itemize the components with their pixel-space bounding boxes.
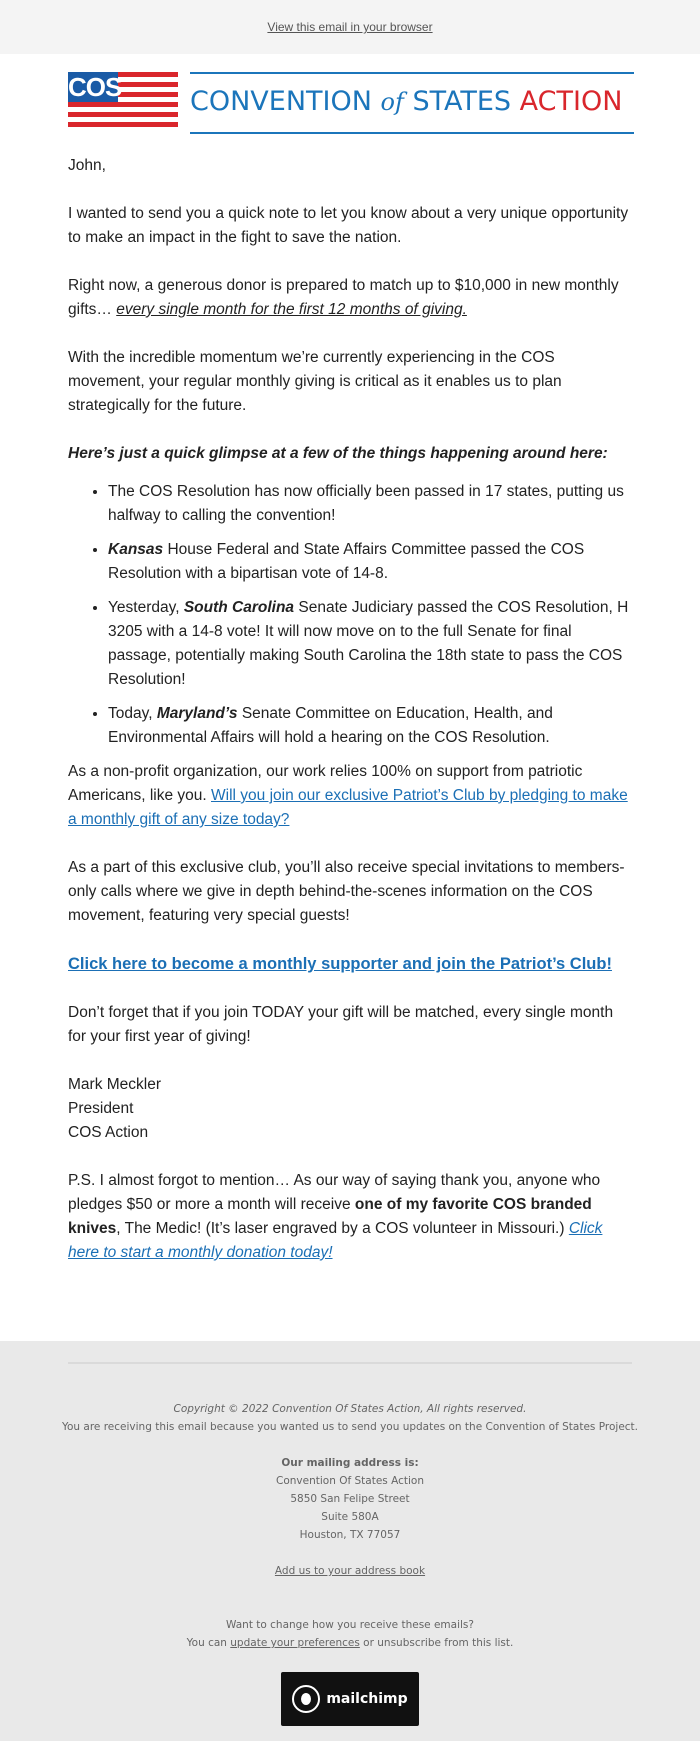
view-in-browser-link[interactable]: View this email in your browser	[267, 20, 433, 34]
logo-word-convention: CONVENTION	[190, 86, 372, 117]
email-footer	[0, 1341, 700, 1741]
match-text: Right now, a generous donor is prepared to match up to $10,000 in new monthly gifts…	[68, 277, 619, 318]
nonprofit-text: As a non-profit organization, our work relies 100% on support from patriotic Americans, like you.	[68, 763, 583, 804]
address-line: 5850 San Felipe Street	[290, 1493, 410, 1505]
signature-org: COS Action	[68, 1124, 149, 1141]
news-item-state: South Carolina	[183, 599, 295, 616]
copyright-text: Copyright © 2022 Convention Of States Action, All rights reserved.	[173, 1403, 527, 1415]
start-monthly-donation-link[interactable]: Click here to start a monthly donation today!	[68, 1220, 603, 1261]
news-item	[108, 702, 632, 750]
change-question: Want to change how you receive these emails?	[226, 1619, 474, 1631]
news-item-state: Kansas	[108, 541, 164, 558]
news-item-text: Senate Judiciary passed the COS Resolution, H 3205 with a 14-8 vote! It will now move on to the full Senate for final passage, potentially making South Carolina the 18th state to pass the COS Resolution!	[108, 599, 629, 688]
logo-word-states: STATES	[412, 86, 512, 117]
news-item-text: House Federal and State Affairs Committee passed the COS Resolution with a bipartisan vote of 14-8.	[108, 541, 585, 582]
footer-divider	[68, 1362, 632, 1364]
reminder-paragraph: Don’t forget that if you join TODAY your gift will be matched, every single month for your first year of giving!	[68, 1004, 614, 1045]
preferences-block	[0, 1616, 700, 1652]
mailing-heading: Our mailing address is:	[281, 1457, 419, 1469]
news-item-prefix: Today,	[108, 705, 157, 722]
join-patriots-club-link[interactable]: Will you join our exclusive Patriot’s Club by pledging to make a monthly gift of any size today?	[68, 787, 628, 828]
change-suffix: or unsubscribe from this list.	[359, 1637, 514, 1649]
logo-word-of: of	[380, 88, 404, 116]
news-item-state: Maryland’s	[156, 705, 238, 722]
cos-action-logo	[68, 72, 634, 134]
nonprofit-paragraph	[68, 760, 632, 832]
greeting: John,	[68, 157, 106, 174]
address-line: Suite 580A	[321, 1511, 379, 1523]
news-item	[108, 538, 632, 586]
ps-strong: one of my favorite COS branded knives	[68, 1196, 592, 1237]
logo-wordmark	[190, 72, 634, 134]
news-item-text: Senate Committee on Education, Health, and Environmental Affairs will hold a hearing on the COS Resolution.	[108, 705, 553, 746]
flag-logo-text: COS	[68, 72, 122, 102]
mailchimp-label: mailchimp	[326, 1691, 408, 1707]
cta-paragraph	[68, 952, 632, 977]
glimpse-heading: Here’s just a quick glimpse at a few of the things happening around here:	[68, 445, 608, 462]
address-line: Houston, TX 77057	[299, 1529, 401, 1541]
momentum-paragraph: With the incredible momentum we’re currently experiencing in the COS movement, your regular monthly giving is critical as it enables us to plan strategically for the future.	[68, 349, 562, 414]
flag-logo-icon	[68, 72, 178, 134]
add-to-address-book-link[interactable]: Add us to your address book	[274, 1565, 426, 1577]
signature-name: Mark Meckler	[68, 1076, 162, 1093]
become-monthly-supporter-link[interactable]: Click here to become a monthly supporter and join the Patriot’s Club!	[68, 955, 612, 973]
news-list	[68, 480, 632, 750]
update-preferences-link[interactable]: update your preferences	[230, 1637, 360, 1649]
match-emphasis: every single month for the first 12 months of giving.	[116, 301, 467, 318]
mailchimp-badge[interactable]	[281, 1672, 419, 1726]
preheader-bar	[0, 0, 700, 54]
news-item	[108, 596, 632, 692]
logo-word-action: ACTION	[519, 86, 623, 117]
subscription-reason: You are receiving this email because you wanted us to send you updates on the Convention of States Project.	[61, 1421, 639, 1433]
footer-copyright-block	[0, 1400, 700, 1436]
change-prefix: You can	[186, 1637, 231, 1649]
intro-paragraph: I wanted to send you a quick note to let you know about a very unique opportunity to make an impact in the fight to save the nation.	[68, 205, 629, 246]
ps-middle: , The Medic! (It’s laser engraved by a COS volunteer in Missouri.)	[116, 1220, 569, 1237]
email-body	[0, 134, 700, 1265]
address-book-block	[0, 1562, 700, 1580]
signature	[68, 1073, 632, 1145]
change-line	[0, 1634, 700, 1652]
address-line: Convention Of States Action	[276, 1475, 424, 1487]
news-item	[108, 480, 632, 528]
mailing-address-block	[0, 1454, 700, 1544]
ps-paragraph	[68, 1169, 632, 1265]
signature-title: President	[68, 1100, 134, 1117]
news-item-text: The COS Resolution has now officially been passed in 17 states, putting us halfway to calling the convention!	[108, 483, 624, 524]
ps-text: P.S. I almost forgot to mention… As our way of saying thank you, anyone who pledges $50 or more a month will receive	[68, 1172, 601, 1213]
news-item-prefix: Yesterday,	[108, 599, 184, 616]
match-paragraph	[68, 274, 632, 322]
mailchimp-freddie-icon	[292, 1685, 320, 1713]
club-paragraph: As a part of this exclusive club, you’ll also receive special invitations to members-only calls where we give in depth behind-the-scenes information on the COS movement, featuring very special guests!	[68, 859, 625, 924]
